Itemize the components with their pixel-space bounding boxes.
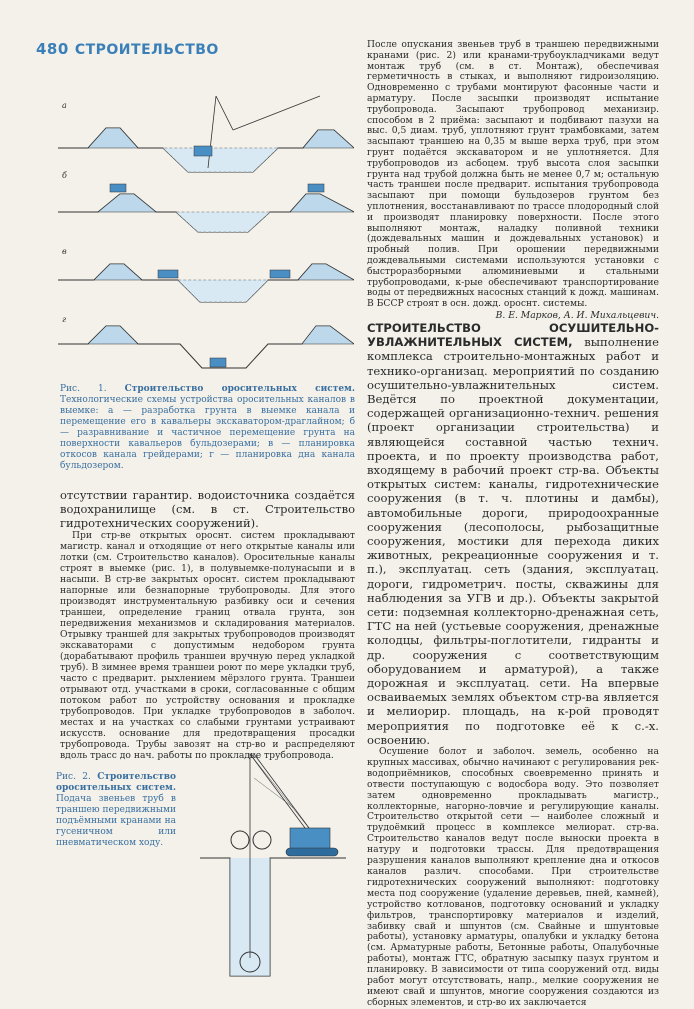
right-paragraph-1: После опускания звеньев труб в траншею передвижными кранами (рис. 2) или кранами-трубоукладчиками ведут монтаж труб (см. в ст. Монтаж), обеспечивая герметичность в стыках, и выполняют гидроизоляцию. Одновременно с трубами монтируют фасонные части и арматуру. После засыпки производят испытание трубопровода. Засыпают трубопровод механизир. способом в 2 приёма: засыпают и подбивают пазухи на выс. 0,5 диам. труб, уплотняют грунт трамбовками, затем засыпают траншею на 0,35 м выше верха труб, при этом грунт подаётся экскаватором и не уплотняется. Для трубопроводов из асбоцем. труб высота слоя засыпки грунта над трубой должна быть не менее 0,7 м; остальную часть траншеи после предварит. испытания трубопровода засыпают при помощи бульдозеров грунтом без уплотнения, восстанавливают по трассе плодородный слой и производят планировку поверхности. После этого выполняют монтаж, наладку поливной техники (дождевальных машин и дождевальных установок) и пробный полив. При орошении передвижными дождевальными системами используются установки с быстроразборными алюминиевыми и стальными трубопроводами, к-рые обеспечивают транспортирование воды от передвижных насосных станций к дожд. машинам. В БССР строят в осн. дожд. ороснт. системы.	[367, 39, 659, 310]
figure-1-caption-title: Строительство оросительных систем.	[124, 384, 355, 394]
entry-body: выполнение комплекса строительно-монтажных работ и технико-организац. мероприятий по созданию осушительно-увлажнительных систем. Ведётся по проектной документации, содержащей организационно-технич. решения (проект организации строительства) и являющейся составной частью технич. проекта, и по проекту производства работ, входящему в рабочий проект стр-ва. Объекты открытых систем: каналы, гидротехнические сооружения (в т. ч. плотины и дамбы), автомобильные дороги, природоохранные сооружения (лесополосы, рыбозащитные сооружения, мостики для перехода диких животных, рекреационные сооружения и т. п.), эксплуатац. сеть (здания, эксплуатац. дороги, гидрометрич. посты, скважины для наблюдения за УГВ и др.). Объекты закрытой сети: подземная коллекторно-дренажная сеть, ГТС на ней (устьевые сооружения, дренажные колодцы, фильтры-поглотители, гидранты и др. сооружения с соответствующим оборудованием и арматурой), а также дорожная и эксплуатац. сети. На впервые осваиваемых землях объектом стр-ва является и мелиорир. площадь, на к-рой проводят мероприятия по подготовке её к с.-х. освоению.	[367, 335, 659, 747]
panel-label-c: в	[62, 247, 67, 256]
left-paragraph-2: При стр-ве открытых ороснт. систем прокладывают магистр. канал и отходящие от него открытые каналы или лотки (см. Строительство каналов). Оросительные каналы строят в выемке (рис. 1), в полувыемке-полунасыпи и в насыпи. В стр-ве закрытых ороснт. систем прокладывают напорные или безнапорные трубопроводы. Для этого производят инструментальную разбивку оси и сечения траншеи, определение границ отвала грунта, зон передвижения механизмов и складирования материалов. Отрывку траншей для закрытых трубопроводов производят экскаваторами с допустимым недобором грунта (дорабатывают профиль траншеи вручную перед укладкой труб). В зимнее время траншеи роют по мере укладки труб, часто с предварит. рыхлением мёрзлого грунта. Траншеи отрывают отд. участками в сроки, согласованные с общим потоком работ по устройству основания и прокладке трубопроводов. При укладке трубопроводов в заболоч. местах и на участках со слабыми грунтами устраивают искусств. основание для предотвращения просадки трубопровода. Трубы завозят на стр-во и распределяют вдоль трасс до нач. работы по прокладке трубопровода.	[60, 530, 355, 761]
panel-label-b: б	[62, 171, 67, 180]
right-paragraph-3: Осушение болот и заболоч. земель, особенно на крупных массивах, обычно начинают с регулирования рек-водоприёмников, способных своевременно принять и отвести поступающую с водосбора воду. Это позволяет затем одновременно прокладывать магистр., коллекторные, нагорно-ловчие и регулирующие каналы. Строительство открытой сети — наиболее сложный и трудоёмкий процесс в комплексе мелиорат. стр-ва. Строительство каналов ведут после выноски проекта в натуру и подготовки трассы. Для предотвращения разрушения каналов выполняют крепление дна и откосов каналов различ. способами. При строительстве гидротехнических сооружений выполняют: подготовку места под сооружение (удаление деревьев, пней, камней), устройство котлованов, подготовку оснований и укладку фильтров, транспортировку материалов и изделий, забивку свай и шпунтов (см. Свайные и шпунтовые работы), установку арматуры, опалубки и укладку бетона (см. Арматурные работы, Бетонные работы, Опалубочные работы), монтаж ГТС, обратную засыпку пазух грунтом и планировку. В зависимости от типа сооружений отд. виды работ могут отсутствовать, напр., мелкие сооружения не имеют свай и шпунтов, многие сооружения создаются из сборных элементов, и стр-во их заключается	[367, 746, 659, 1008]
figure-2-caption-title: Строительство оросительных систем.	[56, 772, 176, 793]
figure-2-crane-drawing	[190, 748, 350, 980]
right-column	[367, 40, 659, 1009]
section-title: СТРОИТЕЛЬСТВО	[74, 42, 219, 58]
figure-1-panel-a	[58, 96, 354, 172]
panel-label-a: а	[62, 101, 67, 110]
figure-2-caption-label: Рис. 2.	[56, 772, 91, 782]
page-number: 480	[36, 40, 69, 58]
figure-1-caption	[60, 384, 355, 472]
figure-1-caption-label: Рис. 1.	[60, 384, 107, 394]
author-signature: В. Е. Марков, А. И. Михальцевич.	[495, 309, 659, 321]
figure-2-caption-text: Подача звеньев труб в траншею передвижными подъёмными кранами на гусеничном или пневматическом ходу.	[56, 794, 176, 848]
figure-2-caption	[56, 772, 176, 849]
entry-heading: СТРОИТЕЛЬСТВО ОСУШИТЕЛЬНО-УВЛАЖНИТЕЛЬНЫХ СИСТЕМ,	[367, 320, 659, 350]
left-paragraph-1: отсутствии гарантир. водоисточника создаётся водохранилище (см. в ст. Строительство гидротехнических сооружений).	[60, 488, 355, 530]
figure-1-canal-schemes	[58, 90, 354, 380]
figure-1-panel-d	[58, 315, 354, 368]
figure-1-panel-b	[58, 171, 354, 232]
figure-1-panel-c	[58, 247, 354, 302]
panel-label-d: г	[62, 315, 67, 324]
figure-1-caption-text: Технологические схемы устройства оросительных каналов в выемке: а — разработка грунта в выемке канала и перемещение его в кавальеры экскаватором-драглайном; б — разравнивание и частичное перемещение грунта на поверхности кавальеров бульдозерами; в — планировка откосов канала грейдерами; г — планировка дна канала бульдозером.	[60, 395, 355, 471]
entry-paragraph	[367, 321, 659, 747]
left-column	[60, 488, 355, 761]
page-header	[36, 40, 219, 58]
